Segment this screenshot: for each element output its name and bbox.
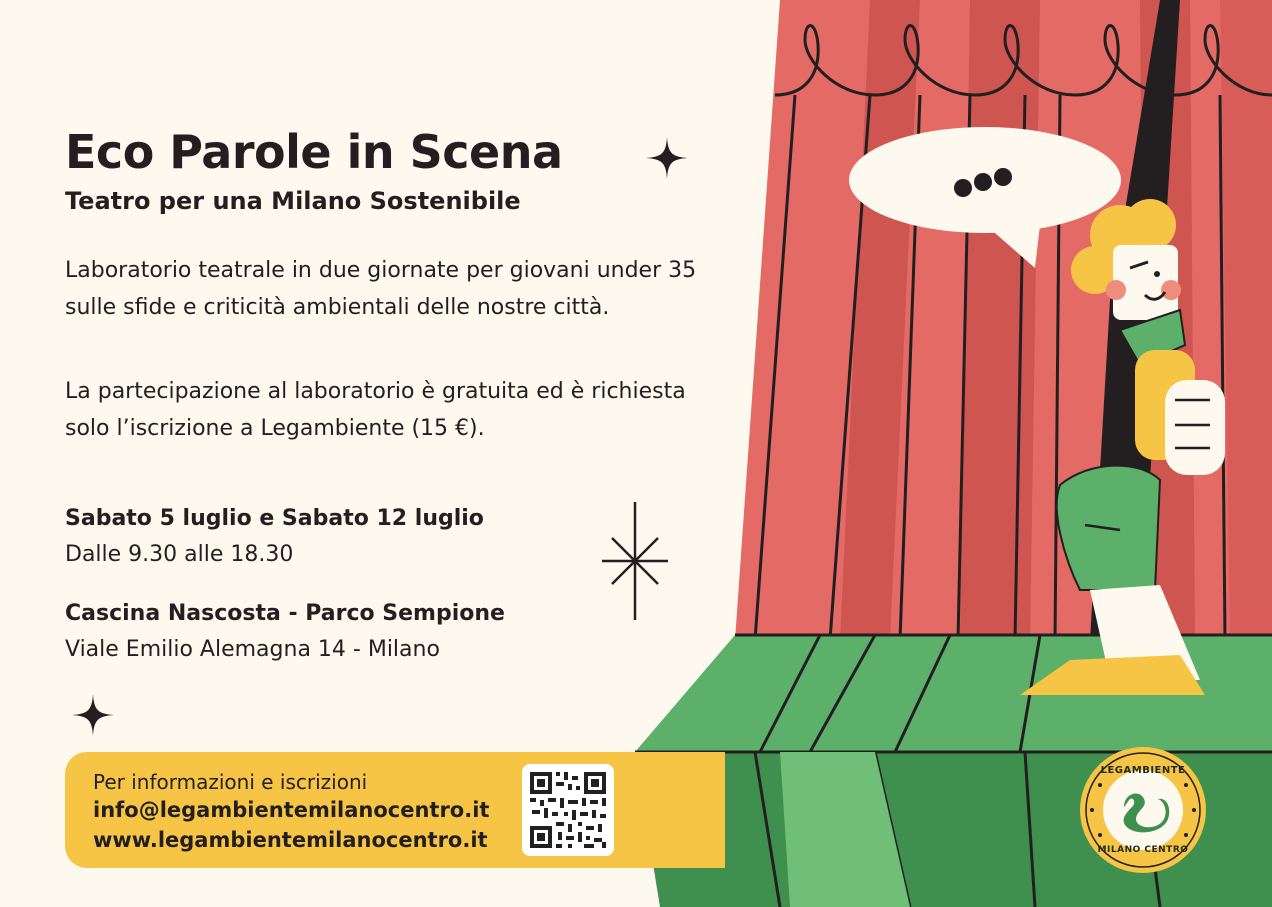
curtain: [735, 0, 1272, 640]
event-address: Viale Emilio Alemagna 14 - Milano: [65, 637, 440, 662]
event-dates: Sabato 5 luglio e Sabato 12 luglio: [65, 506, 484, 531]
contact-box: [65, 752, 725, 868]
event-venue: Cascina Nascosta - Parco Sempione: [65, 601, 505, 626]
sparkle-icon: [70, 692, 116, 738]
logo-top-text: LEGAMBIENTE: [1100, 765, 1186, 776]
event-hours: Dalle 9.30 alle 18.30: [65, 542, 294, 567]
qr-code-icon[interactable]: [522, 764, 614, 856]
contact-email-link[interactable]: info@legambientemilanocentro.it: [93, 798, 490, 822]
contact-label: Per informazioni e iscrizioni: [93, 770, 368, 794]
contact-website-link[interactable]: www.legambientemilanocentro.it: [93, 828, 488, 852]
description-participation: La partecipazione al laboratorio è gratuita ed è richiesta solo l’iscrizione a Legambiente (15 €).: [65, 379, 686, 441]
legambiente-logo: [1078, 745, 1208, 875]
logo-bottom-text: MILANO CENTRO: [1097, 845, 1189, 855]
page-subtitle: Teatro per una Milano Sostenibile: [65, 187, 521, 215]
page-title: Eco Parole in Scena: [65, 125, 563, 179]
description-workshop: Laboratorio teatrale in due giornate per giovani under 35 sulle sfide e criticità ambientali delle nostre città.: [65, 258, 697, 320]
